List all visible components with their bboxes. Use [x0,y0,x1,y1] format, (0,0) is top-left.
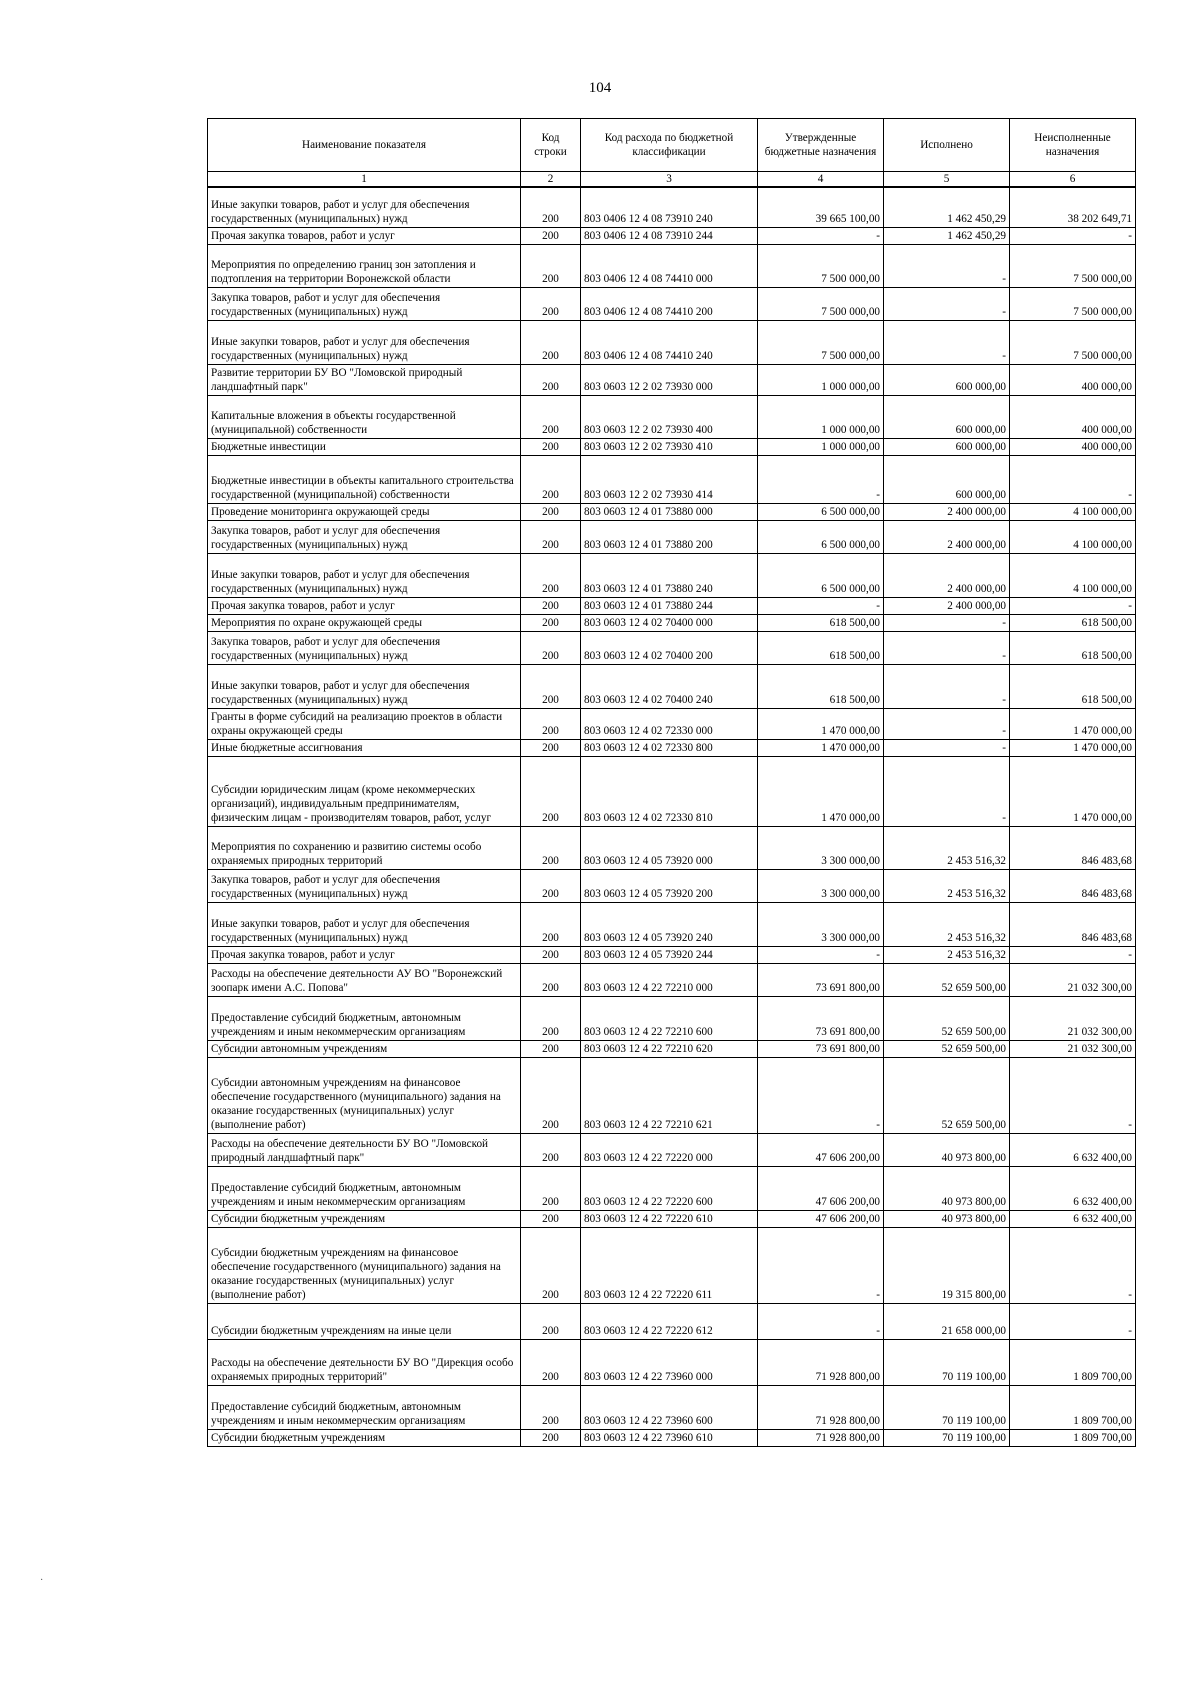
row-name: Иные закупки товаров, работ и услуг для обеспечения государственных (муниципальных) нужд [208,902,521,946]
row-name: Капитальные вложения в объекты государственной (муниципальной) собственности [208,395,521,438]
row-name: Расходы на обеспечение деятельности БУ ВО "Ломовской природный ландшафтный парк" [208,1133,521,1166]
row-approved: 1 470 000,00 [758,756,884,826]
row-name: Иные закупки товаров, работ и услуг для обеспечения государственных (муниципальных) нужд [208,553,521,597]
row-kbk: 803 0603 12 4 22 73960 600 [581,1385,758,1429]
row-kbk: 803 0603 12 4 22 72220 600 [581,1166,758,1210]
row-approved: 7 500 000,00 [758,287,884,320]
row-code: 200 [521,869,581,902]
row-approved: - [758,1303,884,1339]
row-code: 200 [521,1303,581,1339]
table-row [208,503,1136,520]
row-executed: 52 659 500,00 [884,1057,1010,1133]
row-kbk: 803 0603 12 2 02 73930 414 [581,455,758,503]
row-approved: 6 500 000,00 [758,553,884,597]
row-code: 200 [521,1210,581,1227]
column-header-unexecuted: Неисполненные назначения [1010,119,1136,172]
row-approved: - [758,597,884,614]
row-name: Гранты в форме субсидий на реализацию проектов в области охраны окружающей среды [208,708,521,739]
column-number-row [208,172,1136,188]
row-approved: 71 928 800,00 [758,1339,884,1385]
column-header-executed: Исполнено [884,119,1010,172]
row-unexecuted: 7 500 000,00 [1010,320,1136,364]
row-code: 200 [521,395,581,438]
row-approved: 618 500,00 [758,631,884,664]
row-code: 200 [521,227,581,244]
row-unexecuted: 846 483,68 [1010,902,1136,946]
row-code: 200 [521,455,581,503]
row-code: 200 [521,902,581,946]
row-approved: - [758,1227,884,1303]
row-executed: 2 400 000,00 [884,520,1010,553]
row-kbk: 803 0603 12 4 22 72210 621 [581,1057,758,1133]
table-row [208,1339,1136,1385]
table-row [208,320,1136,364]
row-executed: 40 973 800,00 [884,1166,1010,1210]
row-kbk: 803 0603 12 2 02 73930 400 [581,395,758,438]
row-kbk: 803 0603 12 2 02 73930 410 [581,438,758,455]
row-approved: 73 691 800,00 [758,1040,884,1057]
row-code: 200 [521,1385,581,1429]
table-row [208,826,1136,869]
table-row [208,227,1136,244]
row-code: 200 [521,503,581,520]
row-name: Субсидии автономным учреждениям на финансовое обеспечение государственного (муниципального) задания на оказание государственных (муниципальных) услуг (выполнение работ) [208,1057,521,1133]
row-unexecuted: 4 100 000,00 [1010,503,1136,520]
row-name: Иные бюджетные ассигнования [208,739,521,756]
row-name: Иные закупки товаров, работ и услуг для обеспечения государственных (муниципальных) нужд [208,664,521,708]
row-unexecuted: 618 500,00 [1010,631,1136,664]
row-approved: - [758,227,884,244]
row-name: Субсидии автономным учреждениям [208,1040,521,1057]
row-executed: 70 119 100,00 [884,1385,1010,1429]
row-name: Расходы на обеспечение деятельности АУ ВО "Воронежский зоопарк имени А.С. Попова" [208,963,521,996]
table-row [208,1303,1136,1339]
row-code: 200 [521,520,581,553]
row-name: Иные закупки товаров, работ и услуг для обеспечения государственных (муниципальных) нужд [208,320,521,364]
row-unexecuted: 6 632 400,00 [1010,1166,1136,1210]
row-code: 200 [521,364,581,395]
row-executed: - [884,739,1010,756]
row-kbk: 803 0603 12 4 02 70400 200 [581,631,758,664]
row-code: 200 [521,739,581,756]
row-unexecuted: 21 032 300,00 [1010,996,1136,1040]
row-kbk: 803 0603 12 2 02 73930 000 [581,364,758,395]
row-unexecuted: 846 483,68 [1010,869,1136,902]
row-unexecuted: 1 809 700,00 [1010,1339,1136,1385]
row-unexecuted: 1 470 000,00 [1010,708,1136,739]
row-kbk: 803 0603 12 4 22 72220 611 [581,1227,758,1303]
row-unexecuted: 618 500,00 [1010,614,1136,631]
column-number: 3 [581,172,758,188]
row-name: Иные закупки товаров, работ и услуг для обеспечения государственных (муниципальных) нужд [208,187,521,227]
row-name: Развитие территории БУ ВО "Ломовской природный ландшафтный парк" [208,364,521,395]
row-code: 200 [521,597,581,614]
row-approved: 47 606 200,00 [758,1210,884,1227]
row-executed: 2 453 516,32 [884,902,1010,946]
row-approved: 618 500,00 [758,614,884,631]
table-row [208,946,1136,963]
row-code: 200 [521,320,581,364]
table-row [208,739,1136,756]
row-name: Субсидии бюджетным учреждениям на иные цели [208,1303,521,1339]
row-kbk: 803 0603 12 4 02 70400 240 [581,664,758,708]
table-row [208,1057,1136,1133]
table-row [208,631,1136,664]
row-kbk: 803 0603 12 4 22 73960 610 [581,1429,758,1446]
column-number: 1 [208,172,521,188]
row-name: Предоставление субсидий бюджетным, автономным учреждениям и иным некоммерческим организациям [208,1166,521,1210]
row-unexecuted: 1 470 000,00 [1010,739,1136,756]
table-row [208,708,1136,739]
row-unexecuted: - [1010,227,1136,244]
table-row [208,996,1136,1040]
row-code: 200 [521,996,581,1040]
row-name: Субсидии бюджетным учреждениям [208,1429,521,1446]
row-unexecuted: 846 483,68 [1010,826,1136,869]
table-row [208,287,1136,320]
margin-mark: · [40,1575,44,1586]
table-row [208,1210,1136,1227]
row-name: Субсидии юридическим лицам (кроме некоммерческих организаций), индивидуальным предпринимателям, физическим лицам - производителям товаров, работ, услуг [208,756,521,826]
row-unexecuted: 21 032 300,00 [1010,1040,1136,1057]
column-header-approved: Утвержденные бюджетные назначения [758,119,884,172]
row-code: 200 [521,614,581,631]
row-code: 200 [521,187,581,227]
row-unexecuted: - [1010,597,1136,614]
row-executed: 2 453 516,32 [884,826,1010,869]
row-unexecuted: 400 000,00 [1010,438,1136,455]
column-header-name: Наименование показателя [208,119,521,172]
row-approved: 618 500,00 [758,664,884,708]
row-code: 200 [521,664,581,708]
row-code: 200 [521,963,581,996]
row-kbk: 803 0603 12 4 22 72210 620 [581,1040,758,1057]
table-row [208,614,1136,631]
row-executed: - [884,708,1010,739]
row-executed: 2 453 516,32 [884,946,1010,963]
row-unexecuted: 7 500 000,00 [1010,244,1136,287]
row-name: Субсидии бюджетным учреждениям на финансовое обеспечение государственного (муниципального) задания на оказание государственных (муниципальных) услуг (выполнение работ) [208,1227,521,1303]
column-number: 2 [521,172,581,188]
table-row [208,1040,1136,1057]
row-executed: 70 119 100,00 [884,1429,1010,1446]
row-kbk: 803 0406 12 4 08 73910 240 [581,187,758,227]
row-executed: 2 453 516,32 [884,869,1010,902]
row-name: Бюджетные инвестиции в объекты капитального строительства государственной (муниципальной) собственности [208,455,521,503]
column-number: 5 [884,172,1010,188]
row-kbk: 803 0603 12 4 05 73920 240 [581,902,758,946]
row-name: Проведение мониторинга окружающей среды [208,503,521,520]
row-code: 200 [521,1227,581,1303]
row-approved: 71 928 800,00 [758,1429,884,1446]
column-number: 4 [758,172,884,188]
table-row [208,597,1136,614]
row-name: Мероприятия по определению границ зон затопления и подтопления на территории Воронежской области [208,244,521,287]
row-unexecuted: 400 000,00 [1010,364,1136,395]
row-executed: 1 462 450,29 [884,227,1010,244]
row-executed: 2 400 000,00 [884,553,1010,597]
row-approved: 3 300 000,00 [758,902,884,946]
row-name: Закупка товаров, работ и услуг для обеспечения государственных (муниципальных) нужд [208,869,521,902]
row-unexecuted: 1 809 700,00 [1010,1429,1136,1446]
table-row [208,553,1136,597]
row-unexecuted: 6 632 400,00 [1010,1210,1136,1227]
row-kbk: 803 0406 12 4 08 74410 200 [581,287,758,320]
row-kbk: 803 0603 12 4 02 72330 000 [581,708,758,739]
row-code: 200 [521,1040,581,1057]
row-approved: 3 300 000,00 [758,826,884,869]
row-code: 200 [521,708,581,739]
row-unexecuted: 38 202 649,71 [1010,187,1136,227]
column-header-code: Код строки [521,119,581,172]
row-unexecuted: - [1010,455,1136,503]
table-header-row [208,119,1136,172]
row-approved: 1 000 000,00 [758,395,884,438]
row-name: Бюджетные инвестиции [208,438,521,455]
table-row [208,869,1136,902]
row-approved: 1 000 000,00 [758,438,884,455]
row-approved: 47 606 200,00 [758,1133,884,1166]
row-approved: 73 691 800,00 [758,996,884,1040]
table-row [208,1429,1136,1446]
row-kbk: 803 0603 12 4 22 72210 000 [581,963,758,996]
table-row [208,455,1136,503]
row-kbk: 803 0603 12 4 02 70400 000 [581,614,758,631]
row-code: 200 [521,1429,581,1446]
row-executed: 2 400 000,00 [884,503,1010,520]
table-body [208,187,1136,1446]
row-kbk: 803 0406 12 4 08 73910 244 [581,227,758,244]
table-row [208,1166,1136,1210]
row-approved: 7 500 000,00 [758,244,884,287]
row-kbk: 803 0603 12 4 22 72220 610 [581,1210,758,1227]
table-row [208,963,1136,996]
row-executed: - [884,614,1010,631]
table-row [208,1133,1136,1166]
table-row [208,664,1136,708]
row-executed: 600 000,00 [884,438,1010,455]
row-approved: - [758,455,884,503]
row-code: 200 [521,244,581,287]
row-code: 200 [521,756,581,826]
row-code: 200 [521,1166,581,1210]
table-row [208,438,1136,455]
row-executed: 40 973 800,00 [884,1133,1010,1166]
row-kbk: 803 0406 12 4 08 74410 000 [581,244,758,287]
row-kbk: 803 0603 12 4 05 73920 200 [581,869,758,902]
row-executed: 600 000,00 [884,395,1010,438]
row-executed: 52 659 500,00 [884,996,1010,1040]
row-unexecuted: 21 032 300,00 [1010,963,1136,996]
row-approved: 39 665 100,00 [758,187,884,227]
row-kbk: 803 0603 12 4 01 73880 000 [581,503,758,520]
row-name: Расходы на обеспечение деятельности БУ ВО "Дирекция особо охраняемых природных территорий" [208,1339,521,1385]
row-executed: - [884,756,1010,826]
row-approved: 73 691 800,00 [758,963,884,996]
table-row [208,244,1136,287]
row-executed: - [884,244,1010,287]
page-number: 104 [588,80,612,96]
row-executed: - [884,631,1010,664]
row-executed: 600 000,00 [884,364,1010,395]
row-name: Предоставление субсидий бюджетным, автономным учреждениям и иным некоммерческим организациям [208,996,521,1040]
row-unexecuted: 4 100 000,00 [1010,520,1136,553]
row-executed: 52 659 500,00 [884,1040,1010,1057]
budget-execution-table [207,118,1136,1447]
column-number: 6 [1010,172,1136,188]
row-code: 200 [521,438,581,455]
row-executed: 600 000,00 [884,455,1010,503]
table-row [208,395,1136,438]
row-approved: 6 500 000,00 [758,503,884,520]
row-approved: 1 000 000,00 [758,364,884,395]
row-approved: 3 300 000,00 [758,869,884,902]
row-approved: - [758,1057,884,1133]
row-executed: 2 400 000,00 [884,597,1010,614]
row-approved: 1 470 000,00 [758,708,884,739]
row-name: Закупка товаров, работ и услуг для обеспечения государственных (муниципальных) нужд [208,631,521,664]
row-kbk: 803 0603 12 4 22 73960 000 [581,1339,758,1385]
row-executed: 40 973 800,00 [884,1210,1010,1227]
table-row [208,902,1136,946]
row-name: Прочая закупка товаров, работ и услуг [208,597,521,614]
row-executed: 19 315 800,00 [884,1227,1010,1303]
row-executed: 21 658 000,00 [884,1303,1010,1339]
row-executed: - [884,320,1010,364]
row-name: Прочая закупка товаров, работ и услуг [208,946,521,963]
row-kbk: 803 0603 12 4 05 73920 244 [581,946,758,963]
row-executed: 52 659 500,00 [884,963,1010,996]
row-code: 200 [521,826,581,869]
row-code: 200 [521,1339,581,1385]
row-executed: - [884,287,1010,320]
row-code: 200 [521,1133,581,1166]
row-unexecuted: 1 470 000,00 [1010,756,1136,826]
row-unexecuted: 1 809 700,00 [1010,1385,1136,1429]
row-code: 200 [521,631,581,664]
row-approved: 7 500 000,00 [758,320,884,364]
row-kbk: 803 0603 12 4 01 73880 244 [581,597,758,614]
row-unexecuted: - [1010,1057,1136,1133]
row-approved: 47 606 200,00 [758,1166,884,1210]
row-kbk: 803 0406 12 4 08 74410 240 [581,320,758,364]
row-approved: 6 500 000,00 [758,520,884,553]
table-row [208,1227,1136,1303]
row-code: 200 [521,946,581,963]
row-kbk: 803 0603 12 4 02 72330 800 [581,739,758,756]
row-kbk: 803 0603 12 4 22 72220 612 [581,1303,758,1339]
table-row [208,756,1136,826]
row-kbk: 803 0603 12 4 22 72220 000 [581,1133,758,1166]
row-unexecuted: 4 100 000,00 [1010,553,1136,597]
row-executed: 70 119 100,00 [884,1339,1010,1385]
row-approved: 1 470 000,00 [758,739,884,756]
row-name: Субсидии бюджетным учреждениям [208,1210,521,1227]
row-approved: - [758,946,884,963]
row-name: Закупка товаров, работ и услуг для обеспечения государственных (муниципальных) нужд [208,287,521,320]
row-unexecuted: - [1010,1303,1136,1339]
row-name: Прочая закупка товаров, работ и услуг [208,227,521,244]
row-unexecuted: 7 500 000,00 [1010,287,1136,320]
row-kbk: 803 0603 12 4 22 72210 600 [581,996,758,1040]
row-code: 200 [521,553,581,597]
row-unexecuted: - [1010,946,1136,963]
row-unexecuted: 618 500,00 [1010,664,1136,708]
row-kbk: 803 0603 12 4 01 73880 240 [581,553,758,597]
row-kbk: 803 0603 12 4 02 72330 810 [581,756,758,826]
table-row [208,520,1136,553]
table-row [208,187,1136,227]
table-row [208,364,1136,395]
row-name: Предоставление субсидий бюджетным, автономным учреждениям и иным некоммерческим организациям [208,1385,521,1429]
row-unexecuted: 6 632 400,00 [1010,1133,1136,1166]
row-code: 200 [521,1057,581,1133]
row-unexecuted: 400 000,00 [1010,395,1136,438]
row-name: Закупка товаров, работ и услуг для обеспечения государственных (муниципальных) нужд [208,520,521,553]
row-approved: 71 928 800,00 [758,1385,884,1429]
row-name: Мероприятия по сохранению и развитию системы особо охраняемых природных территорий [208,826,521,869]
column-header-kbk: Код расхода по бюджетной классификации [581,119,758,172]
row-kbk: 803 0603 12 4 05 73920 000 [581,826,758,869]
row-executed: 1 462 450,29 [884,187,1010,227]
row-name: Мероприятия по охране окружающей среды [208,614,521,631]
row-unexecuted: - [1010,1227,1136,1303]
row-code: 200 [521,287,581,320]
row-executed: - [884,664,1010,708]
table-row [208,1385,1136,1429]
row-kbk: 803 0603 12 4 01 73880 200 [581,520,758,553]
